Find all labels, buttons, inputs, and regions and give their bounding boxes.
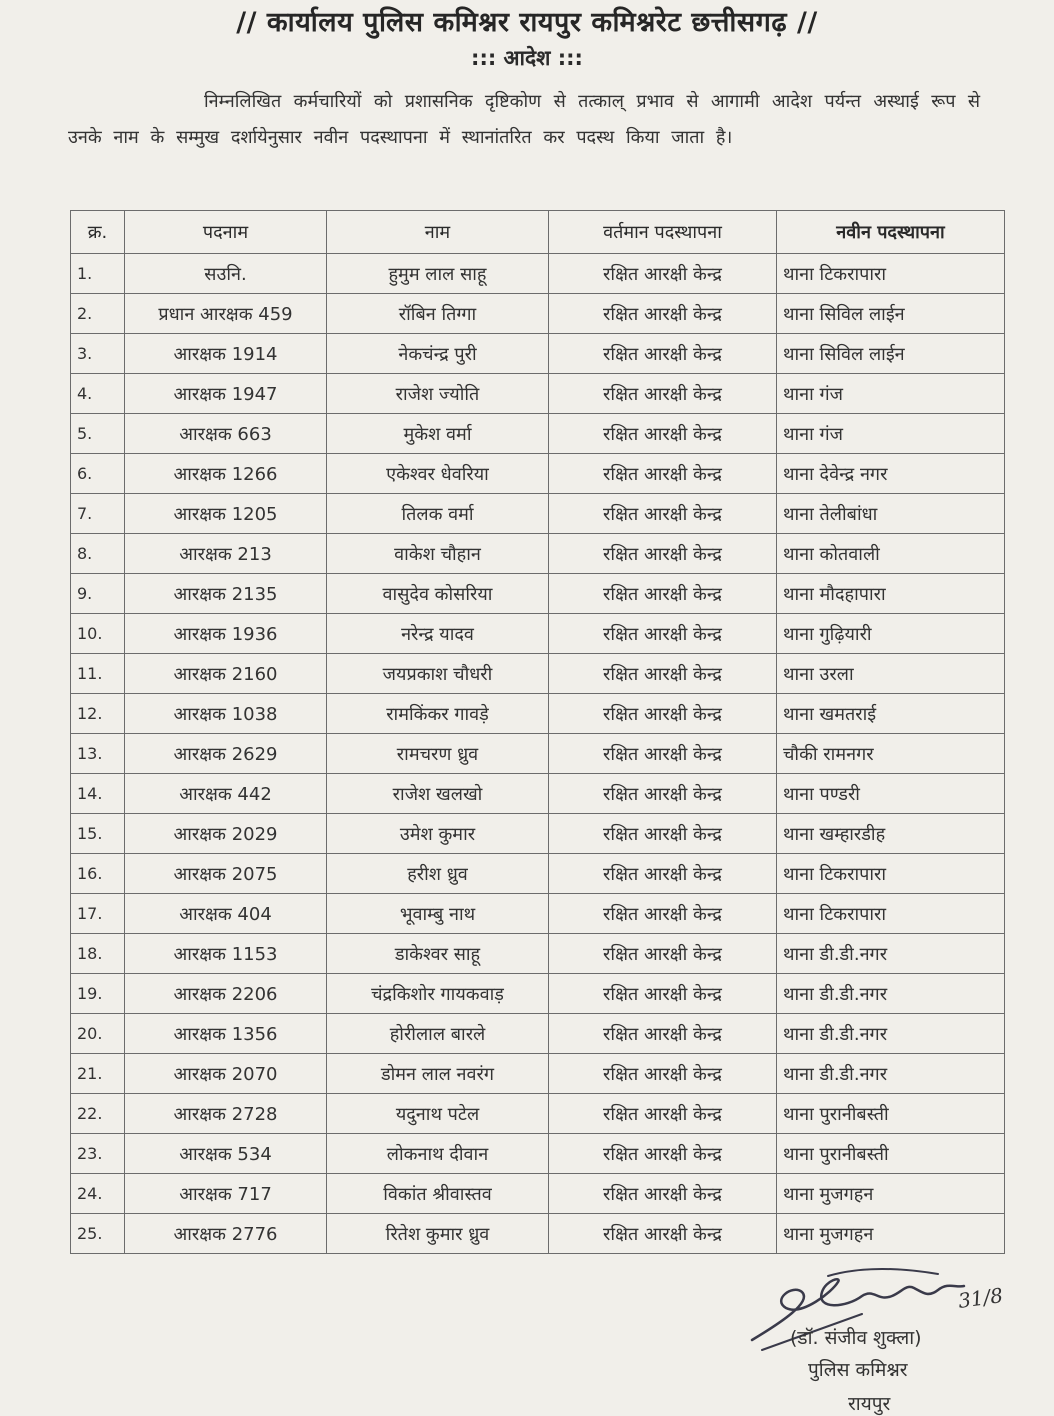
cell-post: आरक्षक 2075 <box>125 854 327 894</box>
cell-current-posting: रक्षित आरक्षी केन्द्र <box>549 254 777 294</box>
cell-current-posting: रक्षित आरक्षी केन्द्र <box>549 894 777 934</box>
cell-serial: 8. <box>71 534 125 574</box>
transfer-table <box>70 210 1005 1254</box>
cell-serial: 22. <box>71 1094 125 1134</box>
cell-name: चंद्रकिशोर गायकवाड़ <box>327 974 549 1014</box>
cell-name: डोमन लाल नवरंग <box>327 1054 549 1094</box>
table-row <box>71 294 1005 334</box>
signatory-city: रायपुर <box>848 1393 891 1415</box>
cell-new-posting: थाना डी.डी.नगर <box>777 974 1005 1014</box>
cell-new-posting: थाना डी.डी.नगर <box>777 934 1005 974</box>
cell-serial: 6. <box>71 454 125 494</box>
cell-name: हरीश ध्रुव <box>327 854 549 894</box>
cell-post: आरक्षक 2135 <box>125 574 327 614</box>
cell-current-posting: रक्षित आरक्षी केन्द्र <box>549 494 777 534</box>
cell-name: उमेश कुमार <box>327 814 549 854</box>
cell-new-posting: थाना मौदहापारा <box>777 574 1005 614</box>
table-row <box>71 574 1005 614</box>
cell-name: वासुदेव कोसरिया <box>327 574 549 614</box>
cell-post: सउनि. <box>125 254 327 294</box>
table-row <box>71 454 1005 494</box>
cell-new-posting: थाना खमतराई <box>777 694 1005 734</box>
cell-name: विकांत श्रीवास्तव <box>327 1174 549 1214</box>
header-serial: क्र. <box>71 211 125 254</box>
cell-post: आरक्षक 1153 <box>125 934 327 974</box>
table-row <box>71 534 1005 574</box>
cell-post: आरक्षक 2029 <box>125 814 327 854</box>
cell-serial: 25. <box>71 1214 125 1254</box>
cell-post: आरक्षक 2160 <box>125 654 327 694</box>
cell-serial: 9. <box>71 574 125 614</box>
cell-serial: 2. <box>71 294 125 334</box>
cell-post: आरक्षक 213 <box>125 534 327 574</box>
cell-serial: 5. <box>71 414 125 454</box>
cell-serial: 20. <box>71 1014 125 1054</box>
cell-name: राजेश ज्योति <box>327 374 549 414</box>
cell-current-posting: रक्षित आरक्षी केन्द्र <box>549 534 777 574</box>
cell-post: आरक्षक 663 <box>125 414 327 454</box>
cell-post: आरक्षक 1356 <box>125 1014 327 1054</box>
cell-current-posting: रक्षित आरक्षी केन्द्र <box>549 574 777 614</box>
table-row <box>71 1094 1005 1134</box>
cell-serial: 7. <box>71 494 125 534</box>
cell-current-posting: रक्षित आरक्षी केन्द्र <box>549 654 777 694</box>
cell-serial: 16. <box>71 854 125 894</box>
table-row <box>71 854 1005 894</box>
cell-new-posting: थाना खम्हारडीह <box>777 814 1005 854</box>
table-row <box>71 1014 1005 1054</box>
cell-new-posting: थाना डी.डी.नगर <box>777 1014 1005 1054</box>
header-post: पदनाम <box>125 211 327 254</box>
cell-post: आरक्षक 2728 <box>125 1094 327 1134</box>
cell-name: रामकिंकर गावड़े <box>327 694 549 734</box>
cell-current-posting: रक्षित आरक्षी केन्द्र <box>549 454 777 494</box>
cell-new-posting: थाना पुरानीबस्ती <box>777 1134 1005 1174</box>
table-row <box>71 494 1005 534</box>
signatory-name: (डॉ. संजीव शुक्ला) <box>790 1327 922 1349</box>
table-header-row <box>71 211 1005 254</box>
cell-post: आरक्षक 1205 <box>125 494 327 534</box>
table-row <box>71 1174 1005 1214</box>
cell-new-posting: थाना कोतवाली <box>777 534 1005 574</box>
cell-name: नेकचंन्द्र पुरी <box>327 334 549 374</box>
cell-name: जयप्रकाश चौधरी <box>327 654 549 694</box>
cell-current-posting: रक्षित आरक्षी केन्द्र <box>549 614 777 654</box>
cell-new-posting: थाना मुजगहन <box>777 1214 1005 1254</box>
table-row <box>71 414 1005 454</box>
cell-current-posting: रक्षित आरक्षी केन्द्र <box>549 1014 777 1054</box>
cell-name: नरेन्द्र यादव <box>327 614 549 654</box>
cell-serial: 19. <box>71 974 125 1014</box>
cell-name: लोकनाथ दीवान <box>327 1134 549 1174</box>
cell-current-posting: रक्षित आरक्षी केन्द्र <box>549 414 777 454</box>
cell-current-posting: रक्षित आरक्षी केन्द्र <box>549 1134 777 1174</box>
table-body <box>71 254 1005 1254</box>
table-row <box>71 1054 1005 1094</box>
cell-current-posting: रक्षित आरक्षी केन्द्र <box>549 974 777 1014</box>
cell-new-posting: थाना टिकरापारा <box>777 854 1005 894</box>
cell-post: आरक्षक 404 <box>125 894 327 934</box>
cell-new-posting: थाना गंज <box>777 414 1005 454</box>
cell-serial: 12. <box>71 694 125 734</box>
cell-new-posting: थाना उरला <box>777 654 1005 694</box>
header-new-posting: नवीन पदस्थापना <box>777 211 1005 254</box>
order-intro-paragraph: निम्नलिखित कर्मचारियों को प्रशासनिक दृष्टिकोण से तत्काल् प्रभाव से आगामी आदेश पर्यन्त अस्थाई रूप से उनके नाम के सम्मुख दर्शायेनुसार नवीन पदस्थापना में स्थानांतरित कर पदस्थ किया जाता है। <box>68 91 980 148</box>
table-row <box>71 974 1005 1014</box>
cell-name: एकेश्वर धेवरिया <box>327 454 549 494</box>
cell-name: हुमुम लाल साहू <box>327 254 549 294</box>
cell-post: आरक्षक 534 <box>125 1134 327 1174</box>
cell-current-posting: रक्षित आरक्षी केन्द्र <box>549 334 777 374</box>
cell-current-posting: रक्षित आरक्षी केन्द्र <box>549 1054 777 1094</box>
cell-serial: 11. <box>71 654 125 694</box>
cell-serial: 17. <box>71 894 125 934</box>
signatory-designation: पुलिस कमिश्नर <box>808 1359 908 1381</box>
cell-serial: 3. <box>71 334 125 374</box>
cell-name: मुकेश वर्मा <box>327 414 549 454</box>
signature-date: 31/8 <box>956 1282 1005 1314</box>
cell-current-posting: रक्षित आरक्षी केन्द्र <box>549 814 777 854</box>
cell-name: रितेश कुमार ध्रुव <box>327 1214 549 1254</box>
cell-serial: 10. <box>71 614 125 654</box>
cell-post: आरक्षक 717 <box>125 1174 327 1214</box>
cell-new-posting: थाना देवेन्द्र नगर <box>777 454 1005 494</box>
cell-serial: 14. <box>71 774 125 814</box>
table-row <box>71 254 1005 294</box>
cell-current-posting: रक्षित आरक्षी केन्द्र <box>549 374 777 414</box>
cell-new-posting: थाना डी.डी.नगर <box>777 1054 1005 1094</box>
cell-post: आरक्षक 2206 <box>125 974 327 1014</box>
cell-name: डाकेश्वर साहू <box>327 934 549 974</box>
cell-serial: 1. <box>71 254 125 294</box>
cell-new-posting: थाना पुरानीबस्ती <box>777 1094 1005 1134</box>
office-title: // कार्यालय पुलिस कमिश्नर रायपुर कमिश्नरेट छत्तीसगढ़ // <box>236 7 818 38</box>
cell-serial: 4. <box>71 374 125 414</box>
cell-current-posting: रक्षित आरक्षी केन्द्र <box>549 1094 777 1134</box>
cell-post: आरक्षक 2629 <box>125 734 327 774</box>
cell-name: रामचरण ध्रुव <box>327 734 549 774</box>
cell-new-posting: थाना तेलीबांधा <box>777 494 1005 534</box>
table-row <box>71 334 1005 374</box>
table-row <box>71 814 1005 854</box>
cell-current-posting: रक्षित आरक्षी केन्द्र <box>549 1214 777 1254</box>
table-row <box>71 614 1005 654</box>
cell-current-posting: रक्षित आरक्षी केन्द्र <box>549 934 777 974</box>
cell-name: होरीलाल बारले <box>327 1014 549 1054</box>
table-row <box>71 894 1005 934</box>
cell-post: प्रधान आरक्षक 459 <box>125 294 327 334</box>
cell-new-posting: थाना मुजगहन <box>777 1174 1005 1214</box>
cell-new-posting: चौकी रामनगर <box>777 734 1005 774</box>
header-name: नाम <box>327 211 549 254</box>
cell-name: राजेश खलखो <box>327 774 549 814</box>
cell-serial: 21. <box>71 1054 125 1094</box>
cell-current-posting: रक्षित आरक्षी केन्द्र <box>549 774 777 814</box>
table-row <box>71 1134 1005 1174</box>
cell-serial: 13. <box>71 734 125 774</box>
cell-current-posting: रक्षित आरक्षी केन्द्र <box>549 294 777 334</box>
cell-post: आरक्षक 1947 <box>125 374 327 414</box>
cell-serial: 18. <box>71 934 125 974</box>
cell-current-posting: रक्षित आरक्षी केन्द्र <box>549 734 777 774</box>
table-row <box>71 374 1005 414</box>
order-heading: ::: आदेश ::: <box>471 46 583 70</box>
cell-new-posting: थाना टिकरापारा <box>777 254 1005 294</box>
cell-current-posting: रक्षित आरक्षी केन्द्र <box>549 1174 777 1214</box>
cell-name: यदुनाथ पटेल <box>327 1094 549 1134</box>
table-row <box>71 934 1005 974</box>
cell-new-posting: थाना सिविल लाईन <box>777 294 1005 334</box>
header-current-posting: वर्तमान पदस्थापना <box>549 211 777 254</box>
cell-current-posting: रक्षित आरक्षी केन्द्र <box>549 854 777 894</box>
cell-name: भूवाम्बु नाथ <box>327 894 549 934</box>
cell-name: वाकेश चौहान <box>327 534 549 574</box>
table-row <box>71 654 1005 694</box>
cell-post: आरक्षक 1936 <box>125 614 327 654</box>
cell-post: आरक्षक 1914 <box>125 334 327 374</box>
table-row <box>71 774 1005 814</box>
cell-name: रॉबिन तिग्गा <box>327 294 549 334</box>
cell-name: तिलक वर्मा <box>327 494 549 534</box>
cell-new-posting: थाना टिकरापारा <box>777 894 1005 934</box>
cell-serial: 23. <box>71 1134 125 1174</box>
cell-new-posting: थाना सिविल लाईन <box>777 334 1005 374</box>
table-row <box>71 694 1005 734</box>
cell-post: आरक्षक 1038 <box>125 694 327 734</box>
cell-current-posting: रक्षित आरक्षी केन्द्र <box>549 694 777 734</box>
cell-post: आरक्षक 442 <box>125 774 327 814</box>
table-row <box>71 734 1005 774</box>
cell-serial: 15. <box>71 814 125 854</box>
cell-new-posting: थाना गंज <box>777 374 1005 414</box>
cell-new-posting: थाना गुढ़ियारी <box>777 614 1005 654</box>
cell-post: आरक्षक 2070 <box>125 1054 327 1094</box>
cell-new-posting: थाना पण्डरी <box>777 774 1005 814</box>
cell-post: आरक्षक 1266 <box>125 454 327 494</box>
cell-serial: 24. <box>71 1174 125 1214</box>
cell-post: आरक्षक 2776 <box>125 1214 327 1254</box>
table-row <box>71 1214 1005 1254</box>
